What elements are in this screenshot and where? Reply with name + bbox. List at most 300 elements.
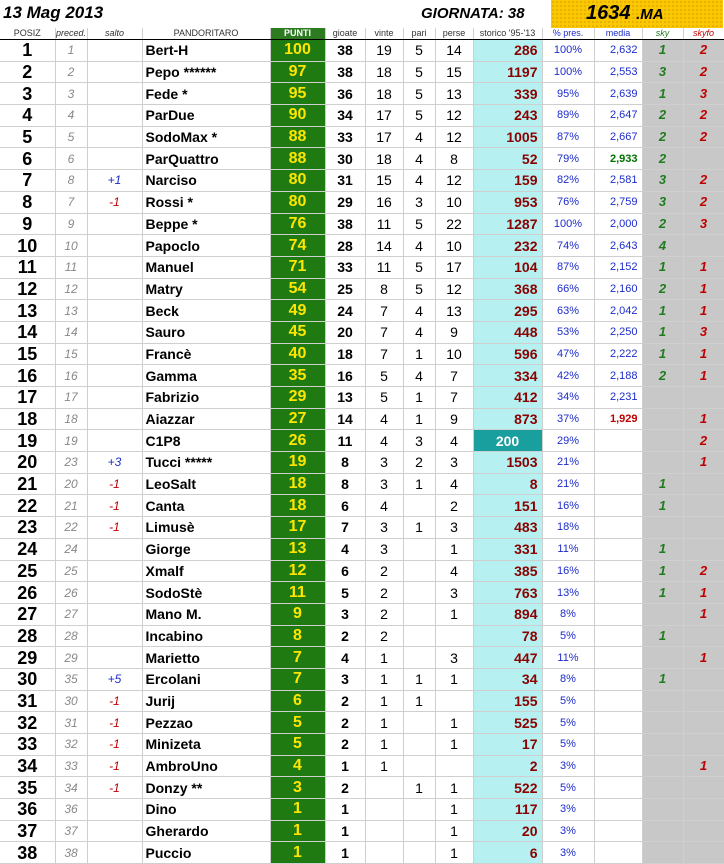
cell-player-name: Mano M. bbox=[142, 603, 270, 625]
cell-sky-count: 1 bbox=[642, 40, 683, 62]
cell-losses: 13 bbox=[435, 83, 473, 105]
cell-rank: 37 bbox=[0, 820, 55, 842]
cell-previous-rank: 18 bbox=[55, 408, 87, 430]
cell-previous-rank: 15 bbox=[55, 343, 87, 365]
cell-presence-pct: 100% bbox=[542, 61, 594, 83]
cell-losses: 12 bbox=[435, 105, 473, 127]
cell-presence-pct: 87% bbox=[542, 256, 594, 278]
cell-points: 71 bbox=[270, 256, 325, 278]
cell-points: 97 bbox=[270, 61, 325, 83]
table-row bbox=[0, 278, 724, 300]
cell-previous-rank: 24 bbox=[55, 538, 87, 560]
cell-wins: 5 bbox=[365, 387, 403, 409]
cell-previous-rank: 17 bbox=[55, 387, 87, 409]
cell-rank: 17 bbox=[0, 387, 55, 409]
cell-rank-change bbox=[87, 321, 142, 343]
cell-draws bbox=[403, 495, 435, 517]
col-header-punti: PUNTI bbox=[270, 28, 325, 40]
cell-rank-change bbox=[87, 603, 142, 625]
cell-points: 8 bbox=[270, 625, 325, 647]
cell-points: 12 bbox=[270, 560, 325, 582]
cell-draws bbox=[403, 625, 435, 647]
table-row bbox=[0, 517, 724, 539]
cell-losses: 13 bbox=[435, 300, 473, 322]
cell-rank-change bbox=[87, 387, 142, 409]
cell-draws bbox=[403, 647, 435, 669]
cell-rank: 30 bbox=[0, 668, 55, 690]
cell-draws: 1 bbox=[403, 408, 435, 430]
cell-losses: 3 bbox=[435, 647, 473, 669]
cell-games-played: 1 bbox=[325, 799, 365, 821]
cell-draws: 5 bbox=[403, 256, 435, 278]
cell-player-name: Tucci ***** bbox=[142, 452, 270, 474]
cell-historic-score: 448 bbox=[473, 321, 542, 343]
cell-games-played: 28 bbox=[325, 235, 365, 257]
cell-wins: 4 bbox=[365, 430, 403, 452]
cell-wins: 18 bbox=[365, 148, 403, 170]
cell-draws: 2 bbox=[403, 452, 435, 474]
cell-historic-score: 232 bbox=[473, 235, 542, 257]
table-row bbox=[0, 300, 724, 322]
table-row bbox=[0, 83, 724, 105]
cell-games-played: 4 bbox=[325, 538, 365, 560]
cell-wins: 11 bbox=[365, 213, 403, 235]
cell-draws: 5 bbox=[403, 213, 435, 235]
cell-rank: 9 bbox=[0, 213, 55, 235]
cell-losses: 1 bbox=[435, 734, 473, 756]
cell-average bbox=[594, 734, 642, 756]
cell-sky-count bbox=[642, 734, 683, 756]
cell-rank: 20 bbox=[0, 452, 55, 474]
cell-losses: 9 bbox=[435, 321, 473, 343]
cell-draws: 5 bbox=[403, 105, 435, 127]
cell-player-name: C1P8 bbox=[142, 430, 270, 452]
cell-rank-change: +1 bbox=[87, 170, 142, 192]
cell-previous-rank: 8 bbox=[55, 170, 87, 192]
cell-sky-count: 1 bbox=[642, 495, 683, 517]
cell-rank: 3 bbox=[0, 83, 55, 105]
cell-losses: 9 bbox=[435, 408, 473, 430]
cell-losses: 22 bbox=[435, 213, 473, 235]
cell-presence-pct: 5% bbox=[542, 734, 594, 756]
cell-losses: 1 bbox=[435, 668, 473, 690]
cell-skyfo-count: 2 bbox=[683, 61, 724, 83]
cell-skyfo-count bbox=[683, 777, 724, 799]
cell-skyfo-count bbox=[683, 148, 724, 170]
cell-sky-count: 1 bbox=[642, 538, 683, 560]
cell-rank: 34 bbox=[0, 755, 55, 777]
cell-rank: 10 bbox=[0, 235, 55, 257]
cell-player-name: Narciso bbox=[142, 170, 270, 192]
cell-points: 11 bbox=[270, 582, 325, 604]
cell-skyfo-count: 1 bbox=[683, 300, 724, 322]
cell-previous-rank: 27 bbox=[55, 603, 87, 625]
cell-previous-rank: 14 bbox=[55, 321, 87, 343]
cell-games-played: 16 bbox=[325, 365, 365, 387]
table-row bbox=[0, 473, 724, 495]
table-row bbox=[0, 495, 724, 517]
cell-skyfo-count: 2 bbox=[683, 105, 724, 127]
table-row bbox=[0, 582, 724, 604]
cell-presence-pct: 8% bbox=[542, 603, 594, 625]
giornata-label: GIORNATA: 38 bbox=[421, 5, 525, 22]
cell-rank: 35 bbox=[0, 777, 55, 799]
cell-historic-score: 1503 bbox=[473, 452, 542, 474]
cell-historic-score: 368 bbox=[473, 278, 542, 300]
col-header-vinte: vinte bbox=[365, 28, 403, 40]
table-row bbox=[0, 777, 724, 799]
cell-rank-change bbox=[87, 126, 142, 148]
cell-wins: 2 bbox=[365, 560, 403, 582]
cell-games-played: 38 bbox=[325, 213, 365, 235]
col-header-storico: storico '95-'13 bbox=[473, 28, 542, 40]
cell-wins: 15 bbox=[365, 170, 403, 192]
cell-presence-pct: 66% bbox=[542, 278, 594, 300]
cell-draws bbox=[403, 820, 435, 842]
cell-rank-change: -1 bbox=[87, 690, 142, 712]
cell-points: 76 bbox=[270, 213, 325, 235]
cell-points: 80 bbox=[270, 191, 325, 213]
cell-rank: 26 bbox=[0, 582, 55, 604]
table-row bbox=[0, 647, 724, 669]
cell-games-played: 5 bbox=[325, 582, 365, 604]
cell-player-name: SodoMax * bbox=[142, 126, 270, 148]
cell-sky-count bbox=[642, 820, 683, 842]
cell-previous-rank: 37 bbox=[55, 820, 87, 842]
cell-losses: 4 bbox=[435, 430, 473, 452]
cell-wins: 11 bbox=[365, 256, 403, 278]
cell-rank-change: -1 bbox=[87, 734, 142, 756]
cell-games-played: 1 bbox=[325, 820, 365, 842]
cell-points: 100 bbox=[270, 40, 325, 62]
cell-points: 90 bbox=[270, 105, 325, 127]
cell-wins: 2 bbox=[365, 625, 403, 647]
cell-historic-score: 1197 bbox=[473, 61, 542, 83]
cell-previous-rank: 16 bbox=[55, 365, 87, 387]
cell-player-name: Ercolani bbox=[142, 668, 270, 690]
cell-previous-rank: 20 bbox=[55, 473, 87, 495]
cell-historic-score: 295 bbox=[473, 300, 542, 322]
cell-games-played: 11 bbox=[325, 430, 365, 452]
cell-rank: 27 bbox=[0, 603, 55, 625]
col-header-pres: % pres. bbox=[542, 28, 594, 40]
cell-skyfo-count: 1 bbox=[683, 647, 724, 669]
cell-rank-change bbox=[87, 61, 142, 83]
cell-games-played: 2 bbox=[325, 690, 365, 712]
cell-average: 2,581 bbox=[594, 170, 642, 192]
table-row bbox=[0, 213, 724, 235]
cell-presence-pct: 42% bbox=[542, 365, 594, 387]
cell-points: 49 bbox=[270, 300, 325, 322]
cell-average bbox=[594, 452, 642, 474]
cell-previous-rank: 34 bbox=[55, 777, 87, 799]
table-row bbox=[0, 191, 724, 213]
table-row bbox=[0, 734, 724, 756]
cell-rank: 2 bbox=[0, 61, 55, 83]
cell-presence-pct: 82% bbox=[542, 170, 594, 192]
cell-presence-pct: 16% bbox=[542, 495, 594, 517]
cell-sky-count bbox=[642, 452, 683, 474]
cell-wins: 17 bbox=[365, 105, 403, 127]
cell-previous-rank: 4 bbox=[55, 105, 87, 127]
cell-rank-change bbox=[87, 148, 142, 170]
cell-points: 74 bbox=[270, 235, 325, 257]
cell-rank-change bbox=[87, 625, 142, 647]
cell-points: 18 bbox=[270, 495, 325, 517]
cell-previous-rank: 28 bbox=[55, 625, 87, 647]
cell-skyfo-count: 1 bbox=[683, 452, 724, 474]
table-row bbox=[0, 755, 724, 777]
cell-previous-rank: 33 bbox=[55, 755, 87, 777]
cell-rank-change bbox=[87, 538, 142, 560]
cell-sky-count: 2 bbox=[642, 148, 683, 170]
cell-presence-pct: 5% bbox=[542, 625, 594, 647]
cell-average: 2,231 bbox=[594, 387, 642, 409]
table-row bbox=[0, 235, 724, 257]
cell-previous-rank: 22 bbox=[55, 517, 87, 539]
cell-rank: 4 bbox=[0, 105, 55, 127]
cell-player-name: Dino bbox=[142, 799, 270, 821]
cell-historic-score: 17 bbox=[473, 734, 542, 756]
cell-sky-count bbox=[642, 603, 683, 625]
table-row bbox=[0, 408, 724, 430]
cell-draws: 1 bbox=[403, 668, 435, 690]
table-row bbox=[0, 820, 724, 842]
col-header-sky: sky bbox=[642, 28, 683, 40]
cell-games-played: 3 bbox=[325, 668, 365, 690]
cell-sky-count: 2 bbox=[642, 105, 683, 127]
cell-historic-score: 447 bbox=[473, 647, 542, 669]
cell-games-played: 24 bbox=[325, 300, 365, 322]
cell-skyfo-count: 2 bbox=[683, 560, 724, 582]
cell-points: 88 bbox=[270, 148, 325, 170]
cell-presence-pct: 37% bbox=[542, 408, 594, 430]
cell-previous-rank: 11 bbox=[55, 256, 87, 278]
cell-rank-change: +5 bbox=[87, 668, 142, 690]
cell-rank: 24 bbox=[0, 538, 55, 560]
cell-player-name: Beck bbox=[142, 300, 270, 322]
cell-average: 2,222 bbox=[594, 343, 642, 365]
cell-sky-count: 1 bbox=[642, 582, 683, 604]
cell-historic-score: 243 bbox=[473, 105, 542, 127]
cell-losses: 3 bbox=[435, 452, 473, 474]
cell-rank-change: -1 bbox=[87, 473, 142, 495]
cell-previous-rank: 19 bbox=[55, 430, 87, 452]
cell-previous-rank: 5 bbox=[55, 126, 87, 148]
cell-points: 1 bbox=[270, 820, 325, 842]
cell-historic-score: 1005 bbox=[473, 126, 542, 148]
cell-presence-pct: 63% bbox=[542, 300, 594, 322]
cell-player-name: Pepo ****** bbox=[142, 61, 270, 83]
cell-sky-count: 1 bbox=[642, 83, 683, 105]
cell-historic-score: 953 bbox=[473, 191, 542, 213]
cell-wins bbox=[365, 777, 403, 799]
cell-skyfo-count: 1 bbox=[683, 343, 724, 365]
cell-previous-rank: 38 bbox=[55, 842, 87, 864]
cell-previous-rank: 30 bbox=[55, 690, 87, 712]
cell-games-played: 36 bbox=[325, 83, 365, 105]
cell-presence-pct: 5% bbox=[542, 777, 594, 799]
cell-draws bbox=[403, 603, 435, 625]
cell-player-name: Canta bbox=[142, 495, 270, 517]
cell-player-name: AmbroUno bbox=[142, 755, 270, 777]
cell-rank: 6 bbox=[0, 148, 55, 170]
cell-previous-rank: 31 bbox=[55, 712, 87, 734]
cell-wins: 19 bbox=[365, 40, 403, 62]
cell-rank: 12 bbox=[0, 278, 55, 300]
cell-rank-change bbox=[87, 213, 142, 235]
cell-wins: 7 bbox=[365, 300, 403, 322]
cell-rank: 36 bbox=[0, 799, 55, 821]
cell-average: 2,667 bbox=[594, 126, 642, 148]
table-row bbox=[0, 603, 724, 625]
cell-games-played: 29 bbox=[325, 191, 365, 213]
cell-games-played: 13 bbox=[325, 387, 365, 409]
ma-suffix: .MA bbox=[636, 6, 664, 23]
cell-presence-pct: 100% bbox=[542, 40, 594, 62]
cell-draws: 3 bbox=[403, 191, 435, 213]
cell-historic-score: 385 bbox=[473, 560, 542, 582]
cell-wins bbox=[365, 842, 403, 864]
cell-rank-change bbox=[87, 256, 142, 278]
cell-wins: 5 bbox=[365, 365, 403, 387]
cell-points: 26 bbox=[270, 430, 325, 452]
cell-historic-score: 34 bbox=[473, 668, 542, 690]
cell-rank-change bbox=[87, 235, 142, 257]
cell-draws bbox=[403, 560, 435, 582]
cell-draws: 4 bbox=[403, 148, 435, 170]
cell-rank: 8 bbox=[0, 191, 55, 213]
cell-sky-count: 1 bbox=[642, 668, 683, 690]
cell-points: 7 bbox=[270, 647, 325, 669]
cell-rank-change bbox=[87, 278, 142, 300]
cell-points: 4 bbox=[270, 755, 325, 777]
cell-draws: 4 bbox=[403, 300, 435, 322]
cell-presence-pct: 3% bbox=[542, 799, 594, 821]
cell-games-played: 2 bbox=[325, 734, 365, 756]
cell-points: 40 bbox=[270, 343, 325, 365]
cell-sky-count: 2 bbox=[642, 278, 683, 300]
cell-average bbox=[594, 560, 642, 582]
cell-average bbox=[594, 777, 642, 799]
cell-losses: 10 bbox=[435, 235, 473, 257]
cell-previous-rank: 3 bbox=[55, 83, 87, 105]
sheet-date: 13 Mag 2013 bbox=[3, 3, 104, 22]
cell-games-played: 38 bbox=[325, 61, 365, 83]
cell-wins: 18 bbox=[365, 83, 403, 105]
cell-points: 18 bbox=[270, 473, 325, 495]
cell-presence-pct: 21% bbox=[542, 473, 594, 495]
cell-sky-count: 3 bbox=[642, 191, 683, 213]
cell-losses: 1 bbox=[435, 603, 473, 625]
cell-sky-count bbox=[642, 408, 683, 430]
cell-losses: 2 bbox=[435, 495, 473, 517]
cell-player-name: Gherardo bbox=[142, 820, 270, 842]
cell-player-name: Fede * bbox=[142, 83, 270, 105]
cell-historic-score: 412 bbox=[473, 387, 542, 409]
cell-rank-change: -1 bbox=[87, 712, 142, 734]
cell-games-played: 4 bbox=[325, 647, 365, 669]
table-row bbox=[0, 148, 724, 170]
cell-player-name: SodoStè bbox=[142, 582, 270, 604]
cell-skyfo-count: 2 bbox=[683, 126, 724, 148]
cell-presence-pct: 3% bbox=[542, 820, 594, 842]
cell-skyfo-count bbox=[683, 842, 724, 864]
table-row bbox=[0, 842, 724, 864]
cell-sky-count: 1 bbox=[642, 300, 683, 322]
cell-skyfo-count: 2 bbox=[683, 170, 724, 192]
cell-losses: 17 bbox=[435, 256, 473, 278]
cell-presence-pct: 100% bbox=[542, 213, 594, 235]
cell-skyfo-count: 1 bbox=[683, 582, 724, 604]
cell-losses: 12 bbox=[435, 278, 473, 300]
cell-games-played: 33 bbox=[325, 126, 365, 148]
cell-player-name: Xmalf bbox=[142, 560, 270, 582]
cell-average: 2,553 bbox=[594, 61, 642, 83]
cell-average bbox=[594, 690, 642, 712]
cell-games-played: 3 bbox=[325, 603, 365, 625]
cell-sky-count bbox=[642, 777, 683, 799]
cell-rank: 21 bbox=[0, 473, 55, 495]
cell-average: 2,639 bbox=[594, 83, 642, 105]
ma-total bbox=[586, 2, 664, 25]
cell-wins: 1 bbox=[365, 712, 403, 734]
cell-rank-change bbox=[87, 842, 142, 864]
cell-losses: 1 bbox=[435, 820, 473, 842]
cell-draws: 5 bbox=[403, 83, 435, 105]
cell-rank: 32 bbox=[0, 712, 55, 734]
cell-losses: 10 bbox=[435, 191, 473, 213]
cell-points: 3 bbox=[270, 777, 325, 799]
cell-player-name: Limusè bbox=[142, 517, 270, 539]
cell-wins: 2 bbox=[365, 603, 403, 625]
cell-draws: 1 bbox=[403, 777, 435, 799]
cell-sky-count: 1 bbox=[642, 560, 683, 582]
cell-losses: 1 bbox=[435, 777, 473, 799]
cell-rank-change bbox=[87, 83, 142, 105]
cell-previous-rank: 35 bbox=[55, 668, 87, 690]
cell-player-name: Papoclo bbox=[142, 235, 270, 257]
cell-player-name: Gamma bbox=[142, 365, 270, 387]
cell-player-name: LeoSalt bbox=[142, 473, 270, 495]
cell-wins: 3 bbox=[365, 538, 403, 560]
cell-presence-pct: 34% bbox=[542, 387, 594, 409]
cell-draws bbox=[403, 712, 435, 734]
cell-losses: 14 bbox=[435, 40, 473, 62]
cell-skyfo-count: 2 bbox=[683, 40, 724, 62]
cell-games-played: 2 bbox=[325, 625, 365, 647]
cell-skyfo-count: 1 bbox=[683, 603, 724, 625]
col-header-pos: POSIZ bbox=[0, 28, 55, 40]
cell-rank: 38 bbox=[0, 842, 55, 864]
cell-average bbox=[594, 473, 642, 495]
cell-wins: 3 bbox=[365, 473, 403, 495]
cell-wins: 1 bbox=[365, 755, 403, 777]
cell-previous-rank: 2 bbox=[55, 61, 87, 83]
cell-losses: 4 bbox=[435, 473, 473, 495]
cell-player-name: Manuel bbox=[142, 256, 270, 278]
cell-historic-score: 525 bbox=[473, 712, 542, 734]
cell-rank: 11 bbox=[0, 256, 55, 278]
cell-skyfo-count: 3 bbox=[683, 213, 724, 235]
cell-rank-change bbox=[87, 647, 142, 669]
cell-historic-score: 78 bbox=[473, 625, 542, 647]
cell-sky-count: 2 bbox=[642, 126, 683, 148]
cell-player-name: Matry bbox=[142, 278, 270, 300]
cell-rank-change bbox=[87, 300, 142, 322]
cell-draws: 3 bbox=[403, 430, 435, 452]
cell-average bbox=[594, 625, 642, 647]
